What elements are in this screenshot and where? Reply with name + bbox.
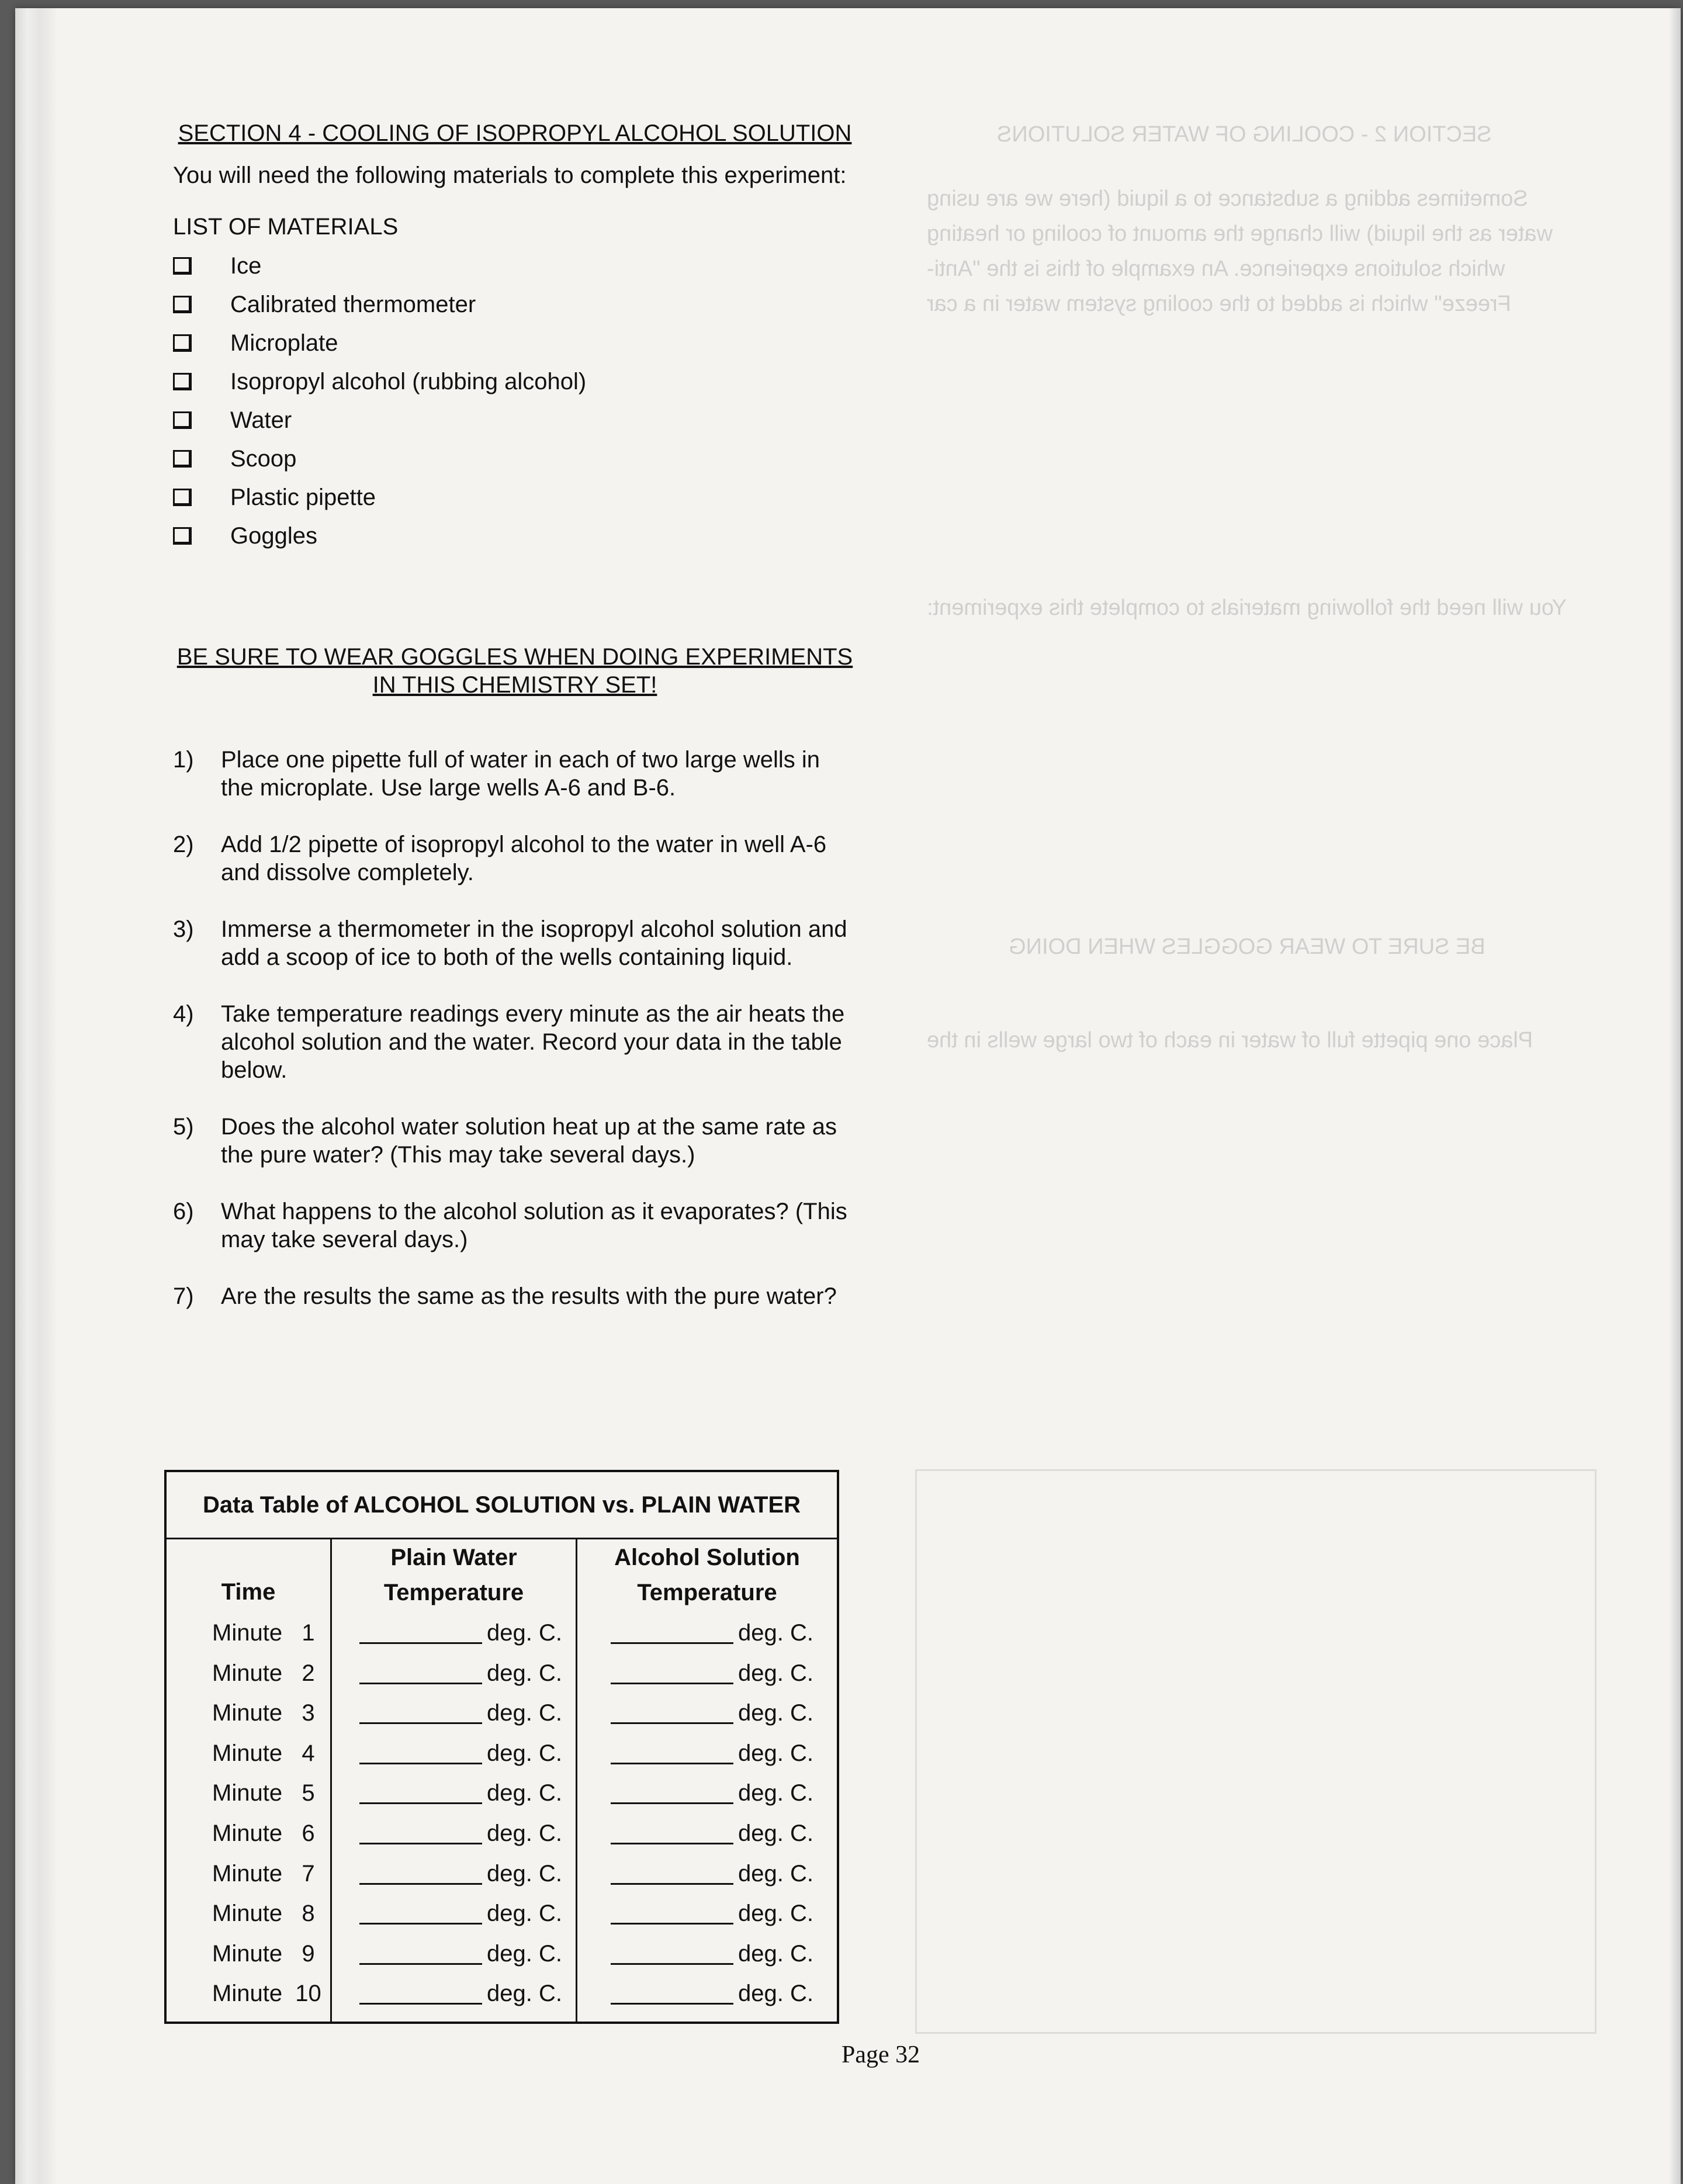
row-label: Minute 10: [212, 1981, 321, 2007]
step-number: 2): [173, 832, 194, 857]
water-temp-blank[interactable]: [359, 1802, 482, 1804]
table-row: [167, 1897, 837, 1937]
alcohol-temp-blank[interactable]: [611, 1963, 733, 1965]
step-text: Immerse a thermometer in the isopropyl alcohol solution and add a scoop of ice to both of the wells containing liquid.: [221, 916, 847, 970]
water-temp-blank[interactable]: [359, 1963, 482, 1965]
row-label: Minute 4: [212, 1740, 315, 1766]
header-time: Time: [221, 1579, 276, 1605]
row-label: Minute 1: [212, 1620, 315, 1646]
material-item: [173, 285, 857, 324]
checkbox-icon[interactable]: [173, 450, 192, 468]
material-label: Microplate: [230, 330, 338, 356]
table-row: [167, 1697, 837, 1737]
procedure-step: [173, 746, 857, 802]
step-number: 1): [173, 747, 194, 773]
procedure-step: [173, 915, 857, 971]
water-temp-blank[interactable]: [359, 2003, 482, 2005]
bleed-through-text: You will need the following materials to complete this experiment:: [927, 596, 1567, 620]
step-number: 3): [173, 916, 194, 942]
unit-label: deg. C.: [487, 1780, 562, 1806]
safety-warning: BE SURE TO WEAR GOGGLES WHEN DOING EXPERIMENTS IN THIS CHEMISTRY SET!: [176, 644, 853, 698]
water-temp-blank[interactable]: [359, 1883, 482, 1885]
unit-label: deg. C.: [738, 1740, 813, 1766]
bleed-through-text: Freeze" which is added to the cooling system water in a car: [927, 292, 1511, 316]
water-temp-blank[interactable]: [359, 1642, 482, 1644]
procedure-step: [173, 1113, 857, 1169]
bleed-through-text: which solutions experience. An example of this is the "Anti-: [927, 257, 1505, 281]
data-rows: [167, 1617, 837, 2017]
table-row: [167, 1817, 837, 1857]
table-row: [167, 1777, 837, 1817]
header-alcohol-2: Temperature: [637, 1580, 777, 1605]
unit-label: deg. C.: [487, 1700, 562, 1726]
alcohol-temp-blank[interactable]: [611, 1722, 733, 1724]
step-number: 4): [173, 1001, 194, 1027]
bleed-through-text: BE SURE TO WEAR GOGGLES WHEN DOING: [1009, 934, 1485, 959]
unit-label: deg. C.: [487, 1620, 562, 1646]
unit-label: deg. C.: [487, 1820, 562, 1846]
unit-label: deg. C.: [738, 1860, 813, 1887]
unit-label: deg. C.: [487, 1860, 562, 1887]
unit-label: deg. C.: [738, 1660, 813, 1686]
alcohol-temp-blank[interactable]: [611, 1683, 733, 1684]
material-label: Scoop: [230, 446, 297, 472]
material-label: Calibrated thermometer: [230, 292, 476, 317]
step-number: 7): [173, 1283, 194, 1309]
procedure-steps: [173, 746, 857, 1310]
step-text: Does the alcohol water solution heat up at the same rate as the pure water? (This may take several days.): [221, 1114, 837, 1168]
row-label: Minute 6: [212, 1820, 315, 1846]
table-row: [167, 1617, 837, 1657]
alcohol-temp-blank[interactable]: [611, 1763, 733, 1764]
table-row: [167, 1857, 837, 1898]
water-temp-blank[interactable]: [359, 1763, 482, 1764]
header-water-2: Temperature: [383, 1580, 524, 1605]
checkbox-icon[interactable]: [173, 296, 192, 313]
main-column: [173, 119, 857, 1339]
step-text: What happens to the alcohol solution as it evaporates? (This may take several days.): [221, 1199, 847, 1252]
procedure-step: [173, 1197, 857, 1254]
alcohol-temp-blank[interactable]: [611, 1642, 733, 1644]
alcohol-temp-blank[interactable]: [611, 1843, 733, 1844]
materials-heading: LIST OF MATERIALS: [173, 214, 399, 240]
material-label: Plastic pipette: [230, 484, 376, 510]
alcohol-temp-blank[interactable]: [611, 1883, 733, 1885]
row-label: Minute 8: [212, 1901, 315, 1927]
material-label: Water: [230, 407, 292, 433]
unit-label: deg. C.: [738, 1780, 813, 1806]
unit-label: deg. C.: [738, 1820, 813, 1846]
header-alcohol-1: Alcohol Solution: [614, 1545, 800, 1570]
materials-list: [173, 247, 857, 555]
intro-text: You will need the following materials to complete this experiment:: [173, 162, 847, 188]
row-label: Minute 7: [212, 1860, 315, 1887]
unit-label: deg. C.: [487, 1901, 562, 1927]
material-item: [173, 362, 857, 401]
material-item: [173, 324, 857, 362]
material-label: Goggles: [230, 523, 317, 549]
bleed-through-text: SECTION 2 - COOLING OF WATER SOLUTIONS: [997, 122, 1492, 147]
material-label: Ice: [230, 253, 262, 279]
row-label: Minute 2: [212, 1660, 315, 1686]
header-water-1: Plain Water: [390, 1545, 517, 1570]
unit-label: deg. C.: [738, 1700, 813, 1726]
unit-label: deg. C.: [738, 1620, 813, 1646]
table-row: [167, 1657, 837, 1697]
binding-edge: [15, 8, 56, 2184]
unit-label: deg. C.: [738, 1981, 813, 2007]
water-temp-blank[interactable]: [359, 1683, 482, 1684]
unit-label: deg. C.: [487, 1660, 562, 1686]
material-item: [173, 478, 857, 517]
water-temp-blank[interactable]: [359, 1722, 482, 1724]
water-temp-blank[interactable]: [359, 1923, 482, 1925]
section-title: SECTION 4 - COOLING OF ISOPROPYL ALCOHOL SOLUTION: [178, 120, 852, 146]
page-edge-right: [1669, 8, 1681, 2184]
unit-label: deg. C.: [487, 1940, 562, 1967]
data-table-title: Data Table of ALCOHOL SOLUTION vs. PLAIN WATER: [167, 1472, 837, 1539]
material-label: Isopropyl alcohol (rubbing alcohol): [230, 369, 587, 394]
checkbox-icon[interactable]: [173, 527, 192, 545]
checkbox-icon[interactable]: [173, 373, 192, 390]
checkbox-icon[interactable]: [173, 257, 192, 275]
water-temp-blank[interactable]: [359, 1843, 482, 1844]
row-label: Minute 3: [212, 1700, 315, 1726]
alcohol-temp-blank[interactable]: [611, 1923, 733, 1925]
data-table: [164, 1470, 839, 2024]
step-text: Take temperature readings every minute as the air heats the alcohol solution and the water. Record your data in the table below.: [221, 1001, 845, 1083]
material-item: [173, 401, 857, 439]
row-label: Minute 5: [212, 1780, 315, 1806]
bleed-through-text: Place one pipette full of water in each of two large wells in the: [927, 1028, 1533, 1053]
step-text: Are the results the same as the results with the pure water?: [221, 1283, 837, 1309]
step-text: Add 1/2 pipette of isopropyl alcohol to the water in well A-6 and dissolve completely.: [221, 832, 827, 885]
checkbox-icon[interactable]: [173, 489, 192, 506]
step-text: Place one pipette full of water in each of two large wells in the microplate. Use large wells A-6 and B-6.: [221, 747, 820, 801]
procedure-step: [173, 830, 857, 887]
bleed-through-text: Sometimes adding a substance to a liquid (here we are using: [927, 186, 1528, 211]
checkbox-icon[interactable]: [173, 334, 192, 352]
bleed-through-text: water as the liquid) will change the amount of cooling or heating: [927, 221, 1553, 246]
unit-label: deg. C.: [487, 1981, 562, 2007]
bleed-through-table: [915, 1469, 1597, 2034]
table-row: [167, 1937, 837, 1978]
alcohol-temp-blank[interactable]: [611, 1802, 733, 1804]
procedure-step: [173, 1000, 857, 1084]
table-row: [167, 1977, 837, 2017]
checkbox-icon[interactable]: [173, 411, 192, 429]
material-item: [173, 439, 857, 478]
unit-label: deg. C.: [738, 1940, 813, 1967]
unit-label: deg. C.: [738, 1901, 813, 1927]
unit-label: deg. C.: [487, 1740, 562, 1766]
step-number: 6): [173, 1199, 194, 1224]
procedure-step: [173, 1282, 857, 1310]
material-item: [173, 247, 857, 285]
row-label: Minute 9: [212, 1940, 315, 1967]
page-number: Page 32: [842, 2041, 920, 2068]
alcohol-temp-blank[interactable]: [611, 2003, 733, 2005]
material-item: [173, 517, 857, 555]
page-sheet: [15, 8, 1681, 2184]
step-number: 5): [173, 1114, 194, 1140]
table-row: [167, 1737, 837, 1777]
